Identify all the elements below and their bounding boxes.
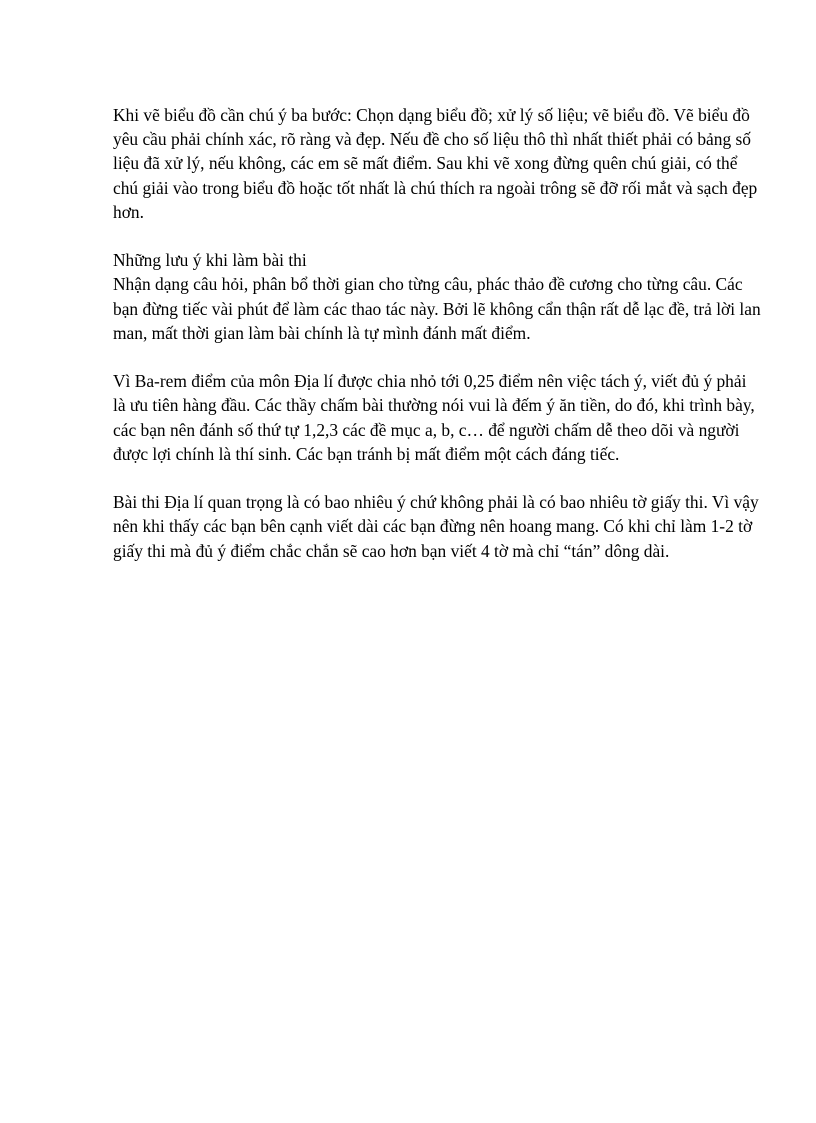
paragraph-chart-steps: Khi vẽ biểu đồ cần chú ý ba bước: Chọn dạng biểu đồ; xử lý số liệu; vẽ biểu đồ. Vẽ biểu đồ yêu cầu phải chính xác, rõ ràng và đẹp. Nếu đề cho số liệu thô thì nhất thiết phải có bảng số liệu đã xử lý, nếu không, các em sẽ mất điểm. Sau khi vẽ xong đừng quên chú giải, có thể chú giải vào trong biểu đồ hoặc tốt nhất là chú thích ra ngoài trông sẽ đỡ rối mắt và sạch đẹp hơn.: [113, 105, 758, 222]
paragraph-question-analysis: Nhận dạng câu hỏi, phân bổ thời gian cho từng câu, phác thảo đề cương cho từng câu. Các bạn đừng tiếc vài phút để làm các thao tác này. Bởi lẽ không cẩn thận rất dễ lạc đề, trả lời lan man, mất thời gian làm bài chính là tự mình đánh mất điểm.: [113, 274, 761, 343]
paragraph-ideas-not-length: Bài thi Địa lí quan trọng là có bao nhiêu ý chứ không phải là có bao nhiêu tờ giấy thi. Vì vậy nên khi thấy các bạn bên cạnh viết dài các bạn đừng nên hoang mang. Có khi chỉ làm 1-2 tờ giấy thi mà đủ ý điểm chắc chắn sẽ cao hơn bạn viết 4 tờ mà chỉ “tán” dông dài.: [113, 492, 759, 561]
section-heading: Những lưu ý khi làm bài thi: [113, 250, 307, 271]
paragraph-scoring: Vì Ba-rem điểm của môn Địa lí được chia nhỏ tới 0,25 điểm nên việc tách ý, viết đủ ý phải là ưu tiên hàng đầu. Các thầy chấm bài thường nói vui là đếm ý ăn tiền, do đó, khi trình bày, các bạn nên đánh số thứ tự 1,2,3 các đề mục a, b, c… để người chấm dễ theo dõi và người được lợi chính là thí sinh. Các bạn tránh bị mất điểm một cách đáng tiếc.: [113, 371, 755, 464]
document-body: [113, 103, 763, 587]
